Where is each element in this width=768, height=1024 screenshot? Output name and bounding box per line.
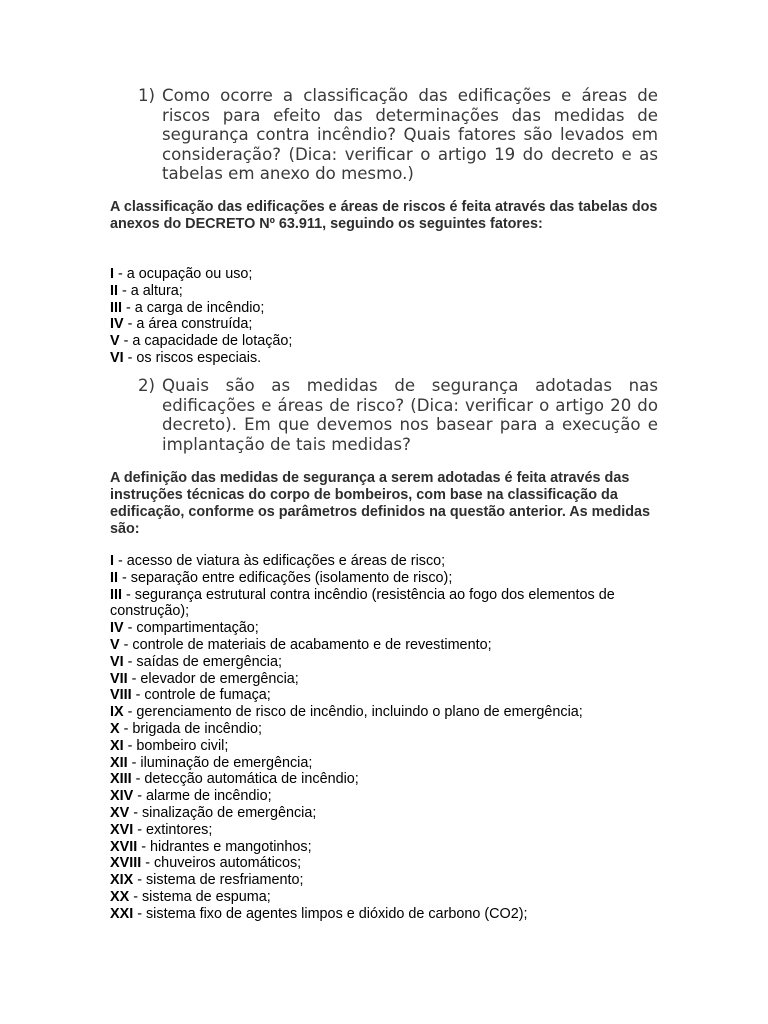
list-item-text: - bombeiro civil; xyxy=(123,737,229,754)
list-item-text: - separação entre edificações (isolamento de risco); xyxy=(118,569,453,586)
list-item-text: - saídas de emergência; xyxy=(123,653,282,670)
roman-numeral: VII xyxy=(110,670,128,687)
roman-numeral: III xyxy=(110,586,122,603)
list-item xyxy=(110,570,670,587)
list-item-text: - extintores; xyxy=(133,821,213,838)
list-item xyxy=(110,654,670,671)
list-item xyxy=(110,283,670,300)
list-item xyxy=(110,266,670,283)
question-1 xyxy=(138,86,658,184)
list-item xyxy=(110,704,670,721)
answer-1-factor-list xyxy=(110,266,670,367)
roman-numeral: XI xyxy=(110,737,124,754)
list-item xyxy=(110,637,670,654)
list-item-text: - acesso de viatura às edificações e áreas de risco; xyxy=(114,553,446,569)
roman-numeral: III xyxy=(110,299,122,316)
list-item xyxy=(110,822,670,839)
list-item xyxy=(110,805,670,822)
list-item-text: - a ocupação ou uso; xyxy=(114,266,253,282)
list-item xyxy=(110,333,670,350)
roman-numeral: XII xyxy=(110,754,128,771)
list-item xyxy=(110,350,670,367)
roman-numeral: IV xyxy=(110,620,124,637)
list-item-text: - alarme de incêndio; xyxy=(133,788,272,805)
roman-numeral: XX xyxy=(110,888,130,905)
list-item xyxy=(110,855,670,872)
list-item-text: - controle de fumaça; xyxy=(131,687,271,704)
list-item-text: - elevador de emergência; xyxy=(127,670,299,687)
list-item xyxy=(110,316,670,333)
list-item-text: - a carga de incêndio; xyxy=(122,299,265,316)
roman-numeral: I xyxy=(110,553,114,569)
roman-numeral: XVI xyxy=(110,821,134,838)
list-item xyxy=(110,553,670,570)
list-item-text: - a área construída; xyxy=(123,316,253,333)
roman-numeral: XVII xyxy=(110,838,138,855)
list-item xyxy=(110,721,670,738)
list-item-text: - iluminação de emergência; xyxy=(127,754,313,771)
list-item-text: - detecção automática de incêndio; xyxy=(131,771,359,788)
answer-1-intro: A classificação das edificações e áreas de riscos é feita através das tabelas dos anexos do DECRETO Nº 63.911, seguindo os seguintes fatores: xyxy=(110,199,658,232)
roman-numeral: II xyxy=(110,282,118,299)
roman-numeral: V xyxy=(110,636,120,653)
list-item xyxy=(110,872,670,889)
list-item xyxy=(110,738,670,755)
question-2-number: 2) xyxy=(138,376,156,395)
list-item xyxy=(110,788,670,805)
question-2 xyxy=(138,376,658,454)
list-item-text: - sistema de resfriamento; xyxy=(133,872,304,889)
list-item xyxy=(110,620,670,637)
list-item xyxy=(110,906,670,923)
list-item-text: - os riscos especiais. xyxy=(123,349,262,366)
roman-numeral: XXI xyxy=(110,905,134,922)
roman-numeral: II xyxy=(110,569,118,586)
roman-numeral: XIX xyxy=(110,872,134,889)
question-1-number: 1) xyxy=(138,86,156,105)
list-item-text: - sinalização de emergência; xyxy=(129,804,317,821)
list-item xyxy=(110,587,670,621)
list-item-text: - controle de materiais de acabamento e de revestimento; xyxy=(119,636,492,653)
roman-numeral: XVIII xyxy=(110,855,142,872)
roman-numeral: IX xyxy=(110,704,124,721)
list-item-text: - sistema de espuma; xyxy=(129,888,271,905)
list-item xyxy=(110,687,670,704)
list-item xyxy=(110,889,670,906)
list-item-text: - a capacidade de lotação; xyxy=(119,333,293,350)
roman-numeral: XIII xyxy=(110,771,132,788)
list-item-text: - chuveiros automáticos; xyxy=(141,855,302,872)
roman-numeral: X xyxy=(110,720,120,737)
answer-2-measures-list xyxy=(110,553,670,923)
list-item xyxy=(110,839,670,856)
list-item xyxy=(110,671,670,688)
list-item-text: - a altura; xyxy=(118,282,183,299)
list-item-text: - segurança estrutural contra incêndio (resistência ao fogo dos elementos de construção); xyxy=(110,586,615,620)
roman-numeral: VI xyxy=(110,653,124,670)
list-item xyxy=(110,300,670,317)
roman-numeral: XIV xyxy=(110,788,134,805)
roman-numeral: IV xyxy=(110,316,124,333)
question-1-text: Como ocorre a classificação das edificações e áreas de riscos para efeito das determinações das medidas de segurança contra incêndio? Quais fatores são levados em consideração? (Dica: verificar o artigo 19 do decreto e as tabelas em anexo do mesmo.) xyxy=(162,86,658,184)
roman-numeral: VI xyxy=(110,349,124,366)
list-item-text: - gerenciamento de risco de incêndio, incluindo o plano de emergência; xyxy=(123,704,583,721)
answer-2-intro: A definição das medidas de segurança a serem adotadas é feita através das instruções técnicas do corpo de bombeiros, com base na classificação da edificação, conforme os parâmetros definidos na questão anterior. As medidas são: xyxy=(110,470,651,537)
roman-numeral: I xyxy=(110,266,114,282)
list-item-text: - sistema fixo de agentes limpos e dióxido de carbono (CO2); xyxy=(133,905,528,922)
list-item xyxy=(110,755,670,772)
list-item-text: - hidrantes e mangotinhos; xyxy=(137,838,312,855)
list-item-text: - compartimentação; xyxy=(123,620,259,637)
list-item-text: - brigada de incêndio; xyxy=(119,720,263,737)
question-2-text: Quais são as medidas de segurança adotadas nas edificações e áreas de risco? (Dica: verificar o artigo 20 do decreto). Em que devemos nos basear para a execução e implantação de tais medidas? xyxy=(162,376,658,454)
list-item xyxy=(110,771,670,788)
roman-numeral: XV xyxy=(110,804,130,821)
roman-numeral: VIII xyxy=(110,687,132,704)
roman-numeral: V xyxy=(110,333,120,350)
